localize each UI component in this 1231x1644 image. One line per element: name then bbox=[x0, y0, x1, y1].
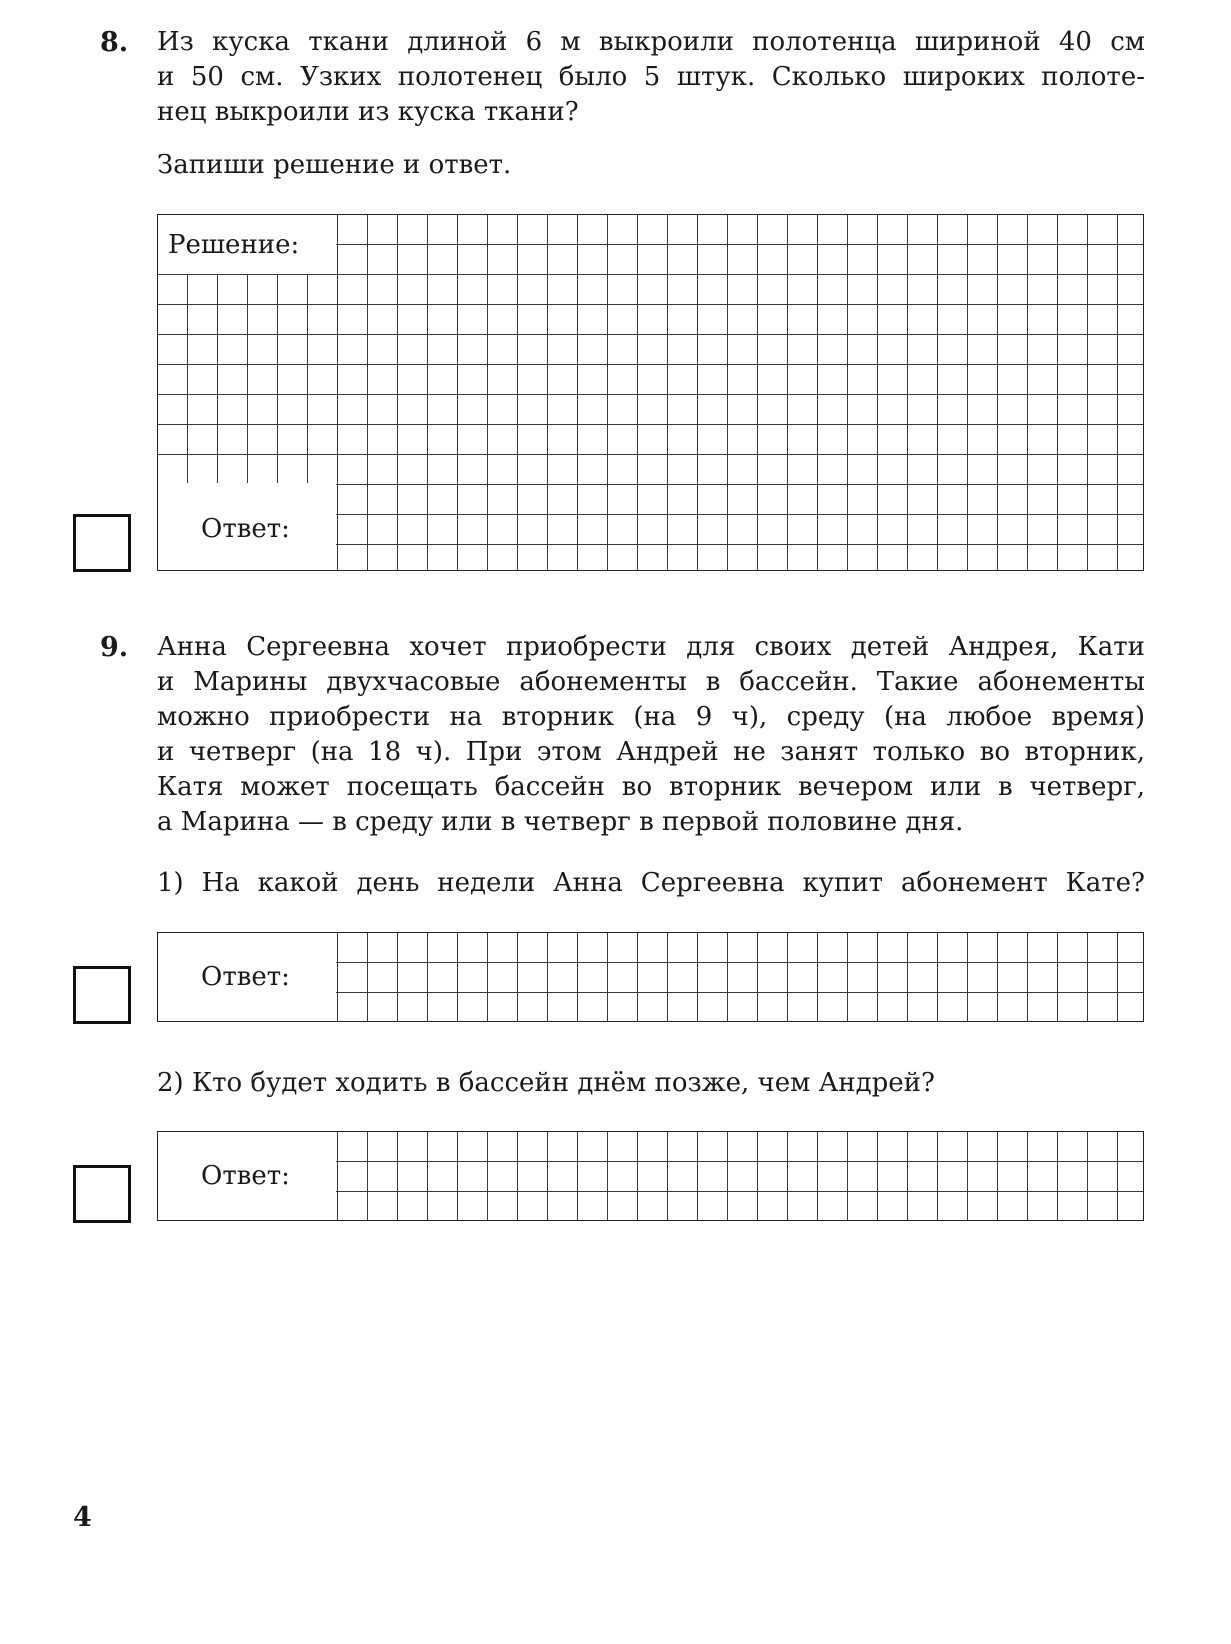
answer-label-9-1: Ответ: bbox=[201, 962, 290, 992]
answer-grid-1[interactable] bbox=[157, 932, 1144, 1022]
answer-label-8: Ответ: bbox=[201, 514, 290, 544]
solution-grid[interactable] bbox=[157, 214, 1144, 571]
task-9-number: 9. bbox=[100, 632, 129, 663]
page-number: 4 bbox=[73, 1502, 92, 1533]
task-9-text bbox=[157, 630, 1145, 840]
task-8-number: 8. bbox=[100, 27, 129, 58]
task-8-line-2: и 50 см. Узких полотенец было 5 штук. Сколько широких полоте- bbox=[157, 62, 1145, 92]
answer-grid-2[interactable] bbox=[157, 1131, 1144, 1221]
task-8-instruction: Запиши решение и ответ. bbox=[157, 150, 512, 180]
task-8-line-3: нец выкроили из куска ткани? bbox=[157, 97, 579, 127]
task-9-line-1: Анна Сергеевна хочет приобрести для своих детей Андрея, Кати bbox=[157, 632, 1145, 662]
score-box-9-2[interactable] bbox=[73, 1165, 131, 1223]
score-box-9-1[interactable] bbox=[73, 966, 131, 1024]
task-9-line-6: а Марина — в среду или в четверг в первой половине дня. bbox=[157, 807, 964, 837]
task-9-line-4: и четверг (на 18 ч). При этом Андрей не занят только во вторник, bbox=[157, 737, 1145, 767]
question-1: 1) На какой день недели Анна Сергеевна купит абонемент Кате? bbox=[157, 868, 1145, 898]
task-9-line-3: можно приобрести на вторник (на 9 ч), среду (на любое время) bbox=[157, 702, 1145, 732]
score-box-8[interactable] bbox=[73, 514, 131, 572]
task-9-line-5: Катя может посещать бассейн во вторник вечером или в четверг, bbox=[157, 772, 1145, 802]
task-8-text bbox=[157, 25, 1145, 130]
task-8-line-1: Из куска ткани длиной 6 м выкроили полотенца шириной 40 см bbox=[157, 27, 1145, 57]
answer-label-9-2: Ответ: bbox=[201, 1161, 290, 1191]
solution-label: Решение: bbox=[168, 230, 300, 260]
question-2: 2) Кто будет ходить в бассейн днём позже, чем Андрей? bbox=[157, 1068, 935, 1098]
task-9-line-2: и Марины двухчасовые абонементы в бассейн. Такие абонементы bbox=[157, 667, 1145, 697]
